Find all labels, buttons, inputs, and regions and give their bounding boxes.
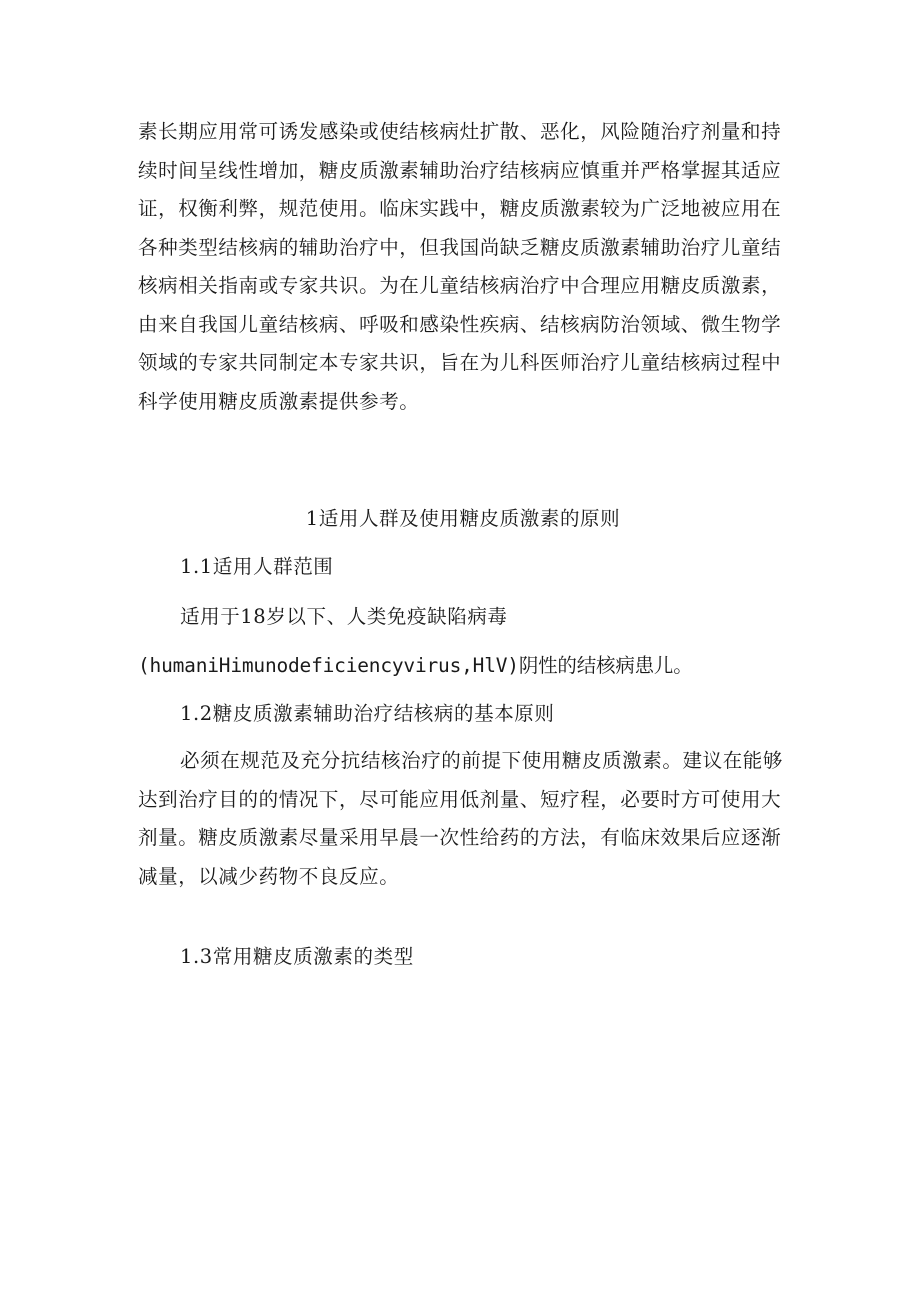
- paragraph-line: 达到治疗目的的情况下，尽可能应用低剂量、短疗程，必要时方可使用大: [138, 787, 782, 811]
- paragraph-line: 必须在规范及充分抗结核治疗的前提下使用糖皮质激素。建议在能够: [180, 749, 784, 772]
- subsection-heading: 1.3常用糖皮质激素的类型: [180, 945, 414, 968]
- paragraph-line: 证，权衡利弊，规范使用。临床实践中，糖皮质激素较为广泛地被应用在: [138, 197, 782, 220]
- section-heading: 1适用人群及使用糖皮质激素的原则: [305, 507, 621, 530]
- paragraph-line: 各种类型结核病的辅助治疗中，但我国尚缺乏糖皮质激素辅助治疗儿童结: [138, 235, 782, 259]
- section-1-1: [138, 548, 788, 587]
- paragraph-intro: [138, 113, 788, 421]
- paragraph-line: 适用于18岁以下、人类免疫缺陷病毒: [180, 605, 508, 628]
- section-1-2: [138, 695, 788, 734]
- section-1-1-body: [138, 598, 788, 637]
- paragraph-line: 素长期应用常可诱发感染或使结核病灶扩散、恶化，风险随治疗剂量和持: [138, 120, 782, 143]
- section-1-3: [138, 938, 788, 977]
- paragraph-line: 领域的专家共同制定本专家共识，旨在为儿科医师治疗儿童结核病过程中: [138, 351, 782, 374]
- paragraph-line: 核病相关指南或专家共识。为在儿童结核病治疗中合理应用糖皮质激素，: [138, 274, 782, 297]
- paragraph-line: 剂量。糖皮质激素尽量采用早晨一次性给药的方法，有临床效果后应逐渐: [138, 826, 782, 849]
- paragraph-line: 续时间呈线性增加，糖皮质激素辅助治疗结核病应慎重并严格掌握其适应: [138, 158, 782, 182]
- subsection-heading: 1.1适用人群范围: [180, 555, 334, 578]
- paragraph-line: 由来自我国儿童结核病、呼吸和感染性疾病、结核病防治领域、微生物学: [138, 312, 782, 336]
- subsection-heading: 1.2糖皮质激素辅助治疗结核病的基本原则: [180, 702, 555, 725]
- paragraph-line: (humaniHimunodeficiencyvirus,HlV)阴性的结核病患儿。: [138, 654, 693, 677]
- paragraph-line: 科学使用糖皮质激素提供参考。: [138, 389, 420, 413]
- section-1: [138, 500, 788, 539]
- section-1-2-body: [138, 742, 788, 896]
- section-1-1-body-cont: [138, 647, 788, 686]
- paragraph-line: 减量，以减少药物不良反应。: [138, 864, 400, 888]
